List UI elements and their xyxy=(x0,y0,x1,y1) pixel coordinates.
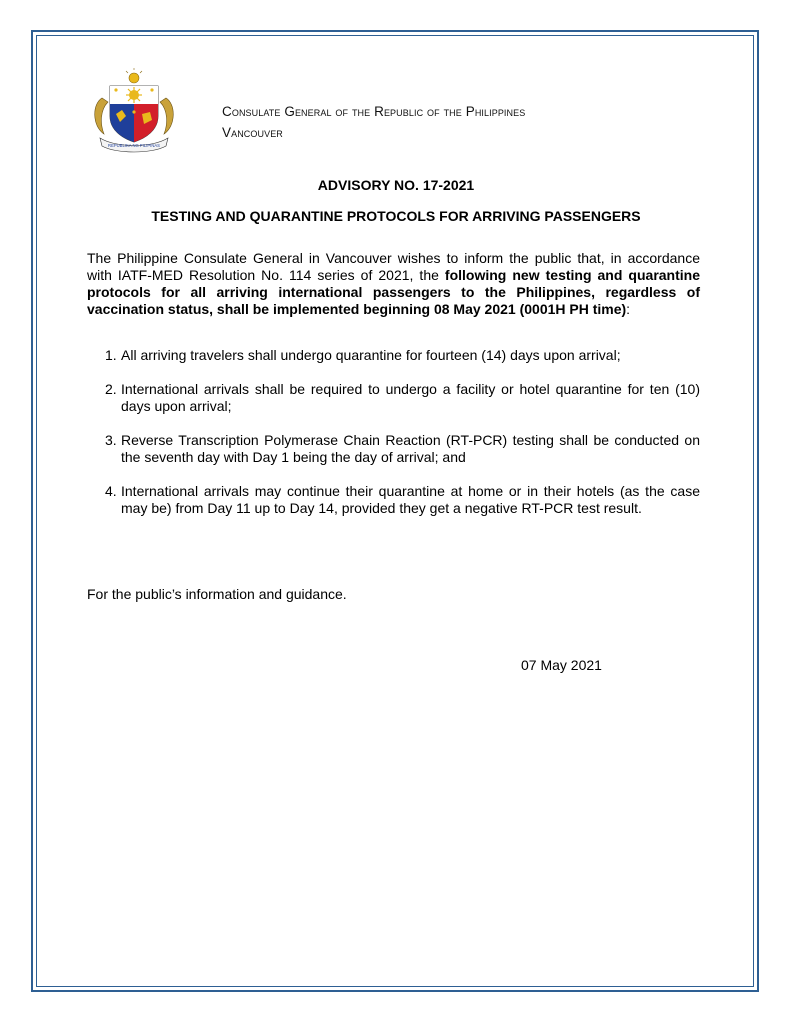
consulate-name: Consulate General of the Republic of the Philippines xyxy=(222,104,526,119)
list-item xyxy=(87,483,700,517)
list-item-text: Reverse Transcription Polymerase Chain Reaction (RT-PCR) testing shall be conducted on the seventh day with Day 1 being the day of arrival; and xyxy=(121,432,700,465)
philippine-coat-of-arms-seal xyxy=(86,68,182,154)
consulate-header xyxy=(222,101,525,143)
protocol-list xyxy=(87,347,700,534)
consulate-city: Vancouver xyxy=(222,125,283,140)
svg-text:REPUBLIKA NG PILIPINAS: REPUBLIKA NG PILIPINAS xyxy=(108,143,160,148)
intro-paragraph xyxy=(87,250,700,318)
list-item-number: 3. xyxy=(105,432,117,448)
list-item xyxy=(87,432,700,466)
advisory-title: TESTING AND QUARANTINE PROTOCOLS FOR ARRIVING PASSENGERS xyxy=(151,208,641,224)
list-item-number: 4. xyxy=(105,483,117,499)
list-item-text: All arriving travelers shall undergo quarantine for fourteen (14) days upon arrival; xyxy=(121,347,621,363)
advisory-number: ADVISORY NO. 17-2021 xyxy=(317,177,475,193)
advisory-date: 07 May 2021 xyxy=(521,657,602,673)
list-item-number: 2. xyxy=(105,381,117,397)
list-item xyxy=(87,381,700,415)
list-item-text: International arrivals may continue their quarantine at home or in their hotels (as the case may be) from Day 11 up to Day 14, provided they get a negative RT-PCR test result. xyxy=(121,483,700,516)
intro-bold-text: following new testing and quarantine protocols for all arriving international passengers to the Philippines, regardless of vaccination status, shall be implemented beginning 08 May 2021 (0001H PH time) xyxy=(87,267,700,317)
intro-plain-text: The Philippine Consulate General in Vancouver wishes to inform the public that, in accordance with IATF-MED Resolution No. 114 series of 2021, the xyxy=(87,250,700,283)
closing-line: For the public’s information and guidance. xyxy=(87,586,347,602)
intro-tail: : xyxy=(626,301,631,317)
list-item xyxy=(87,347,700,364)
list-item-number: 1. xyxy=(105,347,117,363)
list-item-text: International arrivals shall be required to undergo a facility or hotel quarantine for ten (10) days upon arrival; xyxy=(121,381,700,414)
